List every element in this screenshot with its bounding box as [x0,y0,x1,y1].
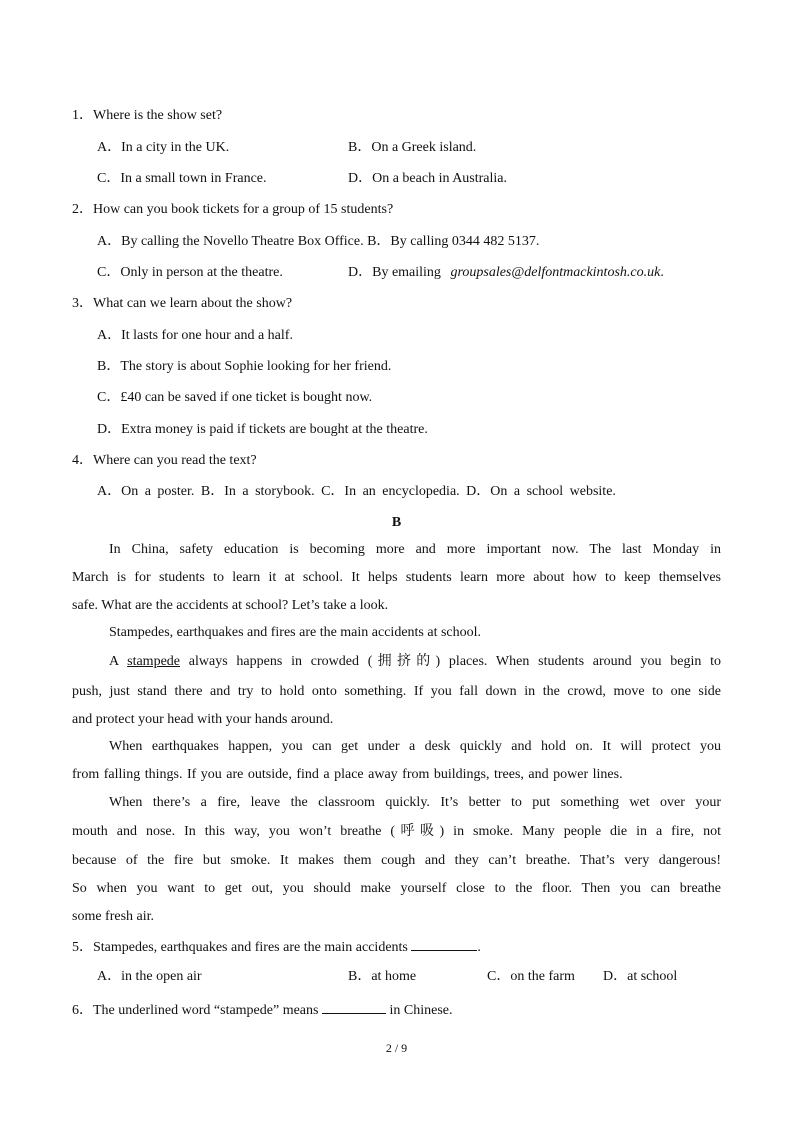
page-number: 2 / 9 [385,1041,408,1055]
question-3-stem: 3．What can we learn about the show? [72,296,293,311]
question-3-option-c: C．£40 can be saved if one ticket is bought now. [97,390,373,405]
question-4-stem: 4．Where can you read the text? [72,453,257,468]
question-2-stem: 2．How can you book tickets for a group of 15 students? [72,202,394,217]
stampede-underlined-word: stampede [127,654,180,669]
passage-p3-line2: push, just stand there and try to hold onto something. If you fall down in the crowd, move to one side [72,684,721,699]
question-3-option-d: D．Extra money is paid if tickets are bought at the theatre. [97,422,428,437]
question-1-option-d: D．On a beach in Australia. [348,171,508,186]
question-6-text-a: 6．The underlined word “stampede” means [72,1003,319,1018]
group-sales-email: groupsales@delfontmackintosh.co.uk [450,265,661,280]
question-5-text: 5．Stampedes, earthquakes and fires are the main accidents [72,940,408,955]
question-1-option-c: C．In a small town in France. [97,171,267,186]
passage-p1-line2: March is for students to learn it at school. It helps students learn more about how to keep themselves [72,570,721,585]
question-4-options: A．On a poster. B．In a storybook. C．In an encyclopedia. D．On a school website. [97,484,616,499]
question-2-option-c: C．Only in person at the theatre. [97,265,283,280]
question-3-option-a: A．It lasts for one hour and a half. [97,328,293,343]
section-b-heading: B [391,515,402,530]
question-1-stem: 1．Where is the show set? [72,108,223,123]
question-5-option-a: A．in the open air [97,969,202,984]
question-2-option-d [348,264,664,282]
passage-p4-line2: from falling things. If you are outside, find a place away from buildings, trees, and power lines. [72,767,623,782]
answer-blank [411,937,477,951]
option-d-suffix: . [660,265,664,280]
passage-p5-line1: When there’s a fire, leave the classroom quickly. It’s better to put something wet over your [109,795,721,810]
question-1-option-b: B．On a Greek island. [348,140,477,155]
passage-p1-line3: safe. What are the accidents at school? Let’s take a look. [72,598,389,613]
question-3-option-b: B．The story is about Sophie looking for her friend. [97,359,392,374]
passage-p5-line5: some fresh air. [72,909,155,924]
option-d-prefix: D．By emailing [348,265,441,280]
passage-p5-line2: mouth and nose. In this way, you won’t breathe (呼吸) in smoke. Many people die in a fire, not [72,824,721,839]
passage-p5-line3: because of the fire but smoke. It makes them cough and they can’t breathe. That’s very dangerous! [72,853,721,868]
p3-rest: always happens in crowded (拥挤的) places. When students around you begin to [188,654,721,669]
passage-p3-line1 [109,653,721,671]
question-2-options-ab: A．By calling the Novello Theatre Box Office. B．By calling 0344 482 5137. [97,234,540,249]
question-1-option-a: A．In a city in the UK. [97,140,230,155]
question-6-stem [72,1000,452,1020]
question-5-option-d: D．at school [603,969,678,984]
p3-start: A [109,654,119,669]
passage-p2: Stampedes, earthquakes and fires are the main accidents at school. [109,625,482,640]
passage-p3-line3: and protect your head with your hands around. [72,712,334,727]
question-5-option-b: B．at home [348,969,417,984]
question-5-stem [72,937,481,957]
question-6-text-b: in Chinese. [389,1003,453,1018]
question-5-option-c: C．on the farm [487,969,575,984]
answer-blank [322,1000,386,1014]
passage-p5-line4: So when you want to get out, you should make yourself close to the floor. Then you can breathe [72,881,721,896]
passage-p4-line1: When earthquakes happen, you can get under a desk quickly and hold on. It will protect you [109,739,721,754]
question-5-end: . [477,940,481,955]
passage-p1-line1: In China, safety education is becoming more and more important now. The last Monday in [109,542,721,557]
